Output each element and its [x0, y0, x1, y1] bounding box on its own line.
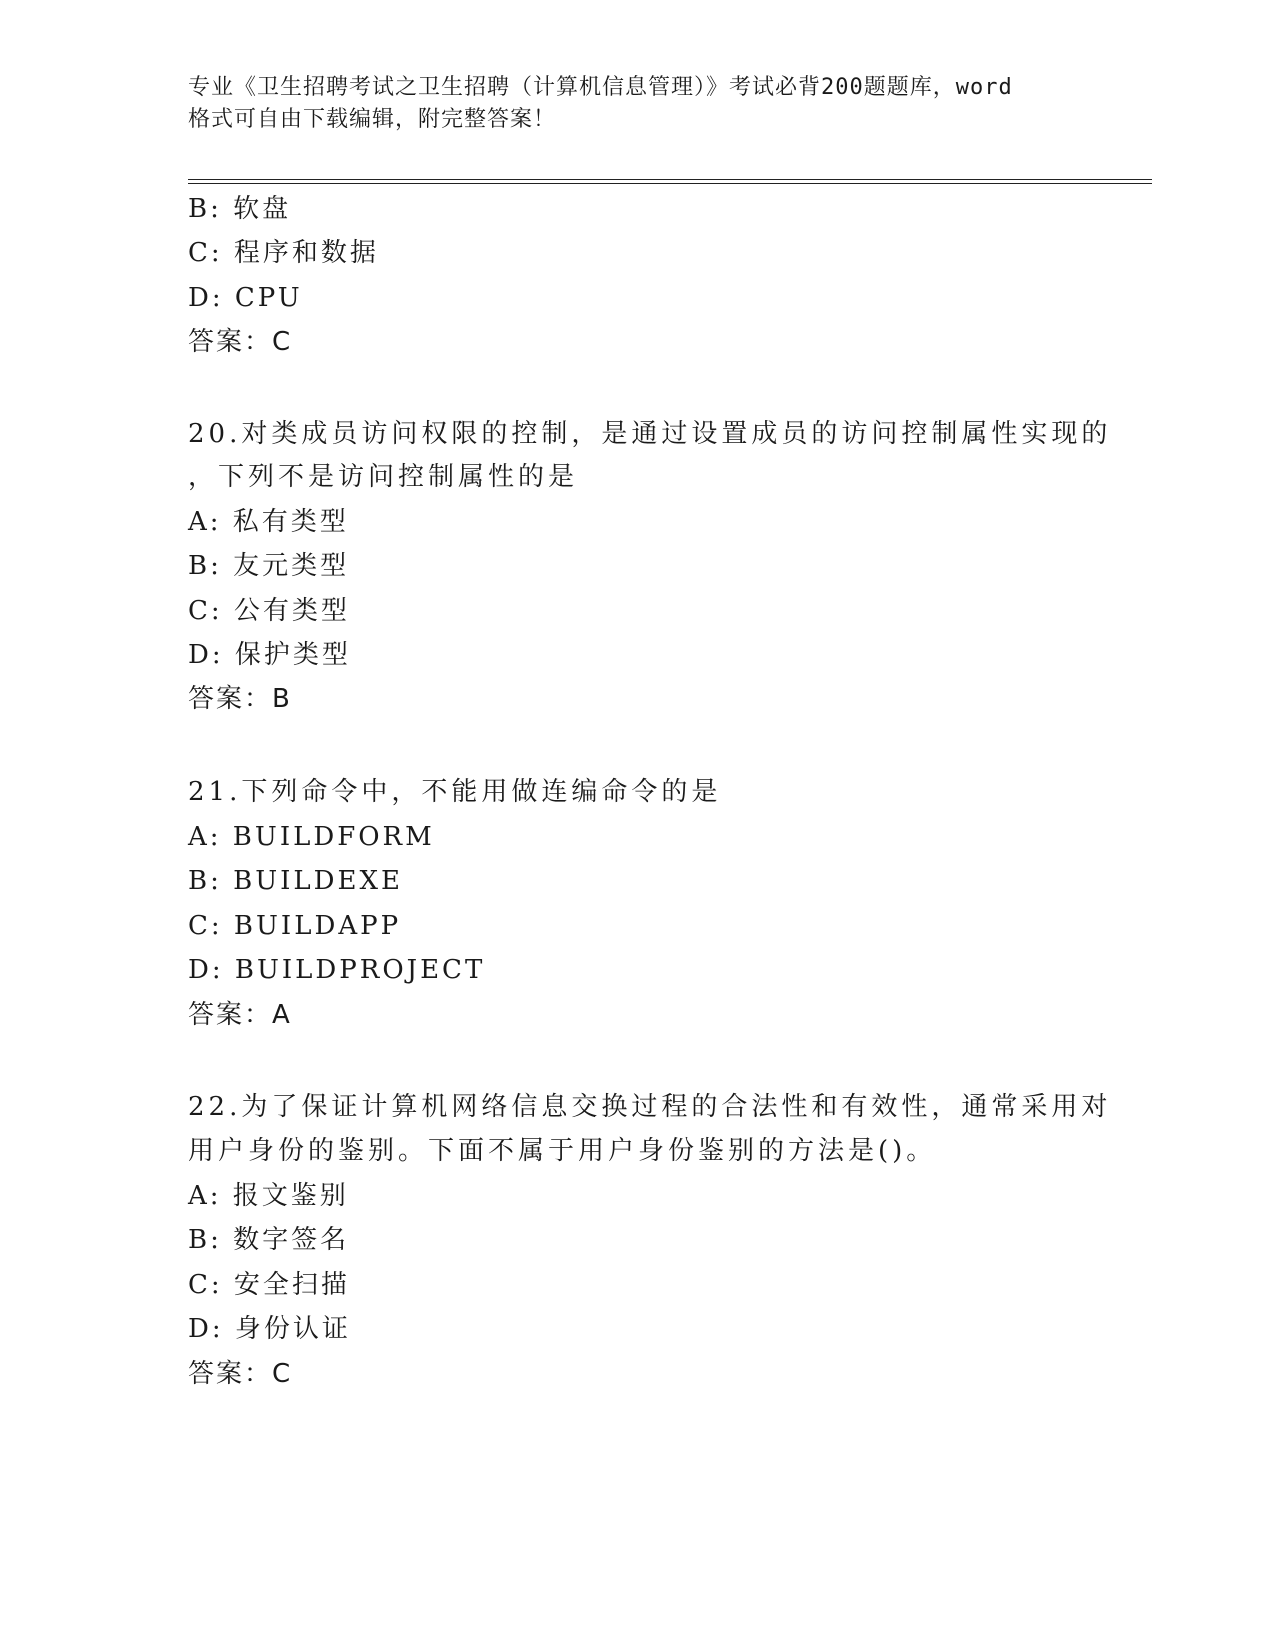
header-line-2: 格式可自由下载编辑，附完整答案！	[188, 107, 557, 132]
q22-option-b: B: 数字签名	[188, 1225, 350, 1255]
header-line-1: 专业《卫生招聘考试之卫生招聘（计算机信息管理）》考试必背200题题库，word	[188, 75, 1013, 100]
q21-option-c: C: BUILDAPP	[188, 911, 402, 941]
q22-option-a: A: 报文鉴别	[188, 1181, 349, 1211]
header-rule-top	[188, 179, 1152, 180]
q22-stem-line-1: 22.为了保证计算机网络信息交换过程的合法性和有效性，通常采用对	[188, 1092, 1112, 1122]
q22-answer: 答案：C	[188, 1359, 293, 1389]
q21-option-a: A: BUILDFORM	[188, 822, 435, 852]
q19-option-d: D: CPU	[188, 283, 303, 313]
q19-option-b: B: 软盘	[188, 194, 292, 224]
q20-answer: 答案：B	[188, 684, 292, 714]
header-rule-bottom	[188, 183, 1152, 184]
q20-stem-line-1: 20.对类成员访问权限的控制，是通过设置成员的访问控制属性实现的	[188, 419, 1112, 449]
q21-option-d: D: BUILDPROJECT	[188, 955, 486, 985]
q21-stem-line-1: 21.下列命令中，不能用做连编命令的是	[188, 777, 722, 807]
q22-option-d: D: 身份认证	[188, 1314, 351, 1344]
q21-answer: 答案：A	[188, 1000, 292, 1030]
q20-option-c: C: 公有类型	[188, 596, 350, 626]
q22-stem-line-2: 用户身份的鉴别。下面不属于用户身份鉴别的方法是()。	[188, 1136, 937, 1166]
q20-option-a: A: 私有类型	[188, 507, 349, 537]
q21-option-b: B: BUILDEXE	[188, 866, 403, 896]
document-header	[188, 72, 1098, 136]
q22-option-c: C: 安全扫描	[188, 1270, 350, 1300]
q19-option-c: C: 程序和数据	[188, 238, 379, 268]
q20-option-d: D: 保护类型	[188, 640, 351, 670]
q19-answer: 答案：C	[188, 327, 293, 357]
q20-stem-line-2: ，下列不是访问控制属性的是	[188, 462, 579, 492]
q20-option-b: B: 友元类型	[188, 551, 350, 581]
